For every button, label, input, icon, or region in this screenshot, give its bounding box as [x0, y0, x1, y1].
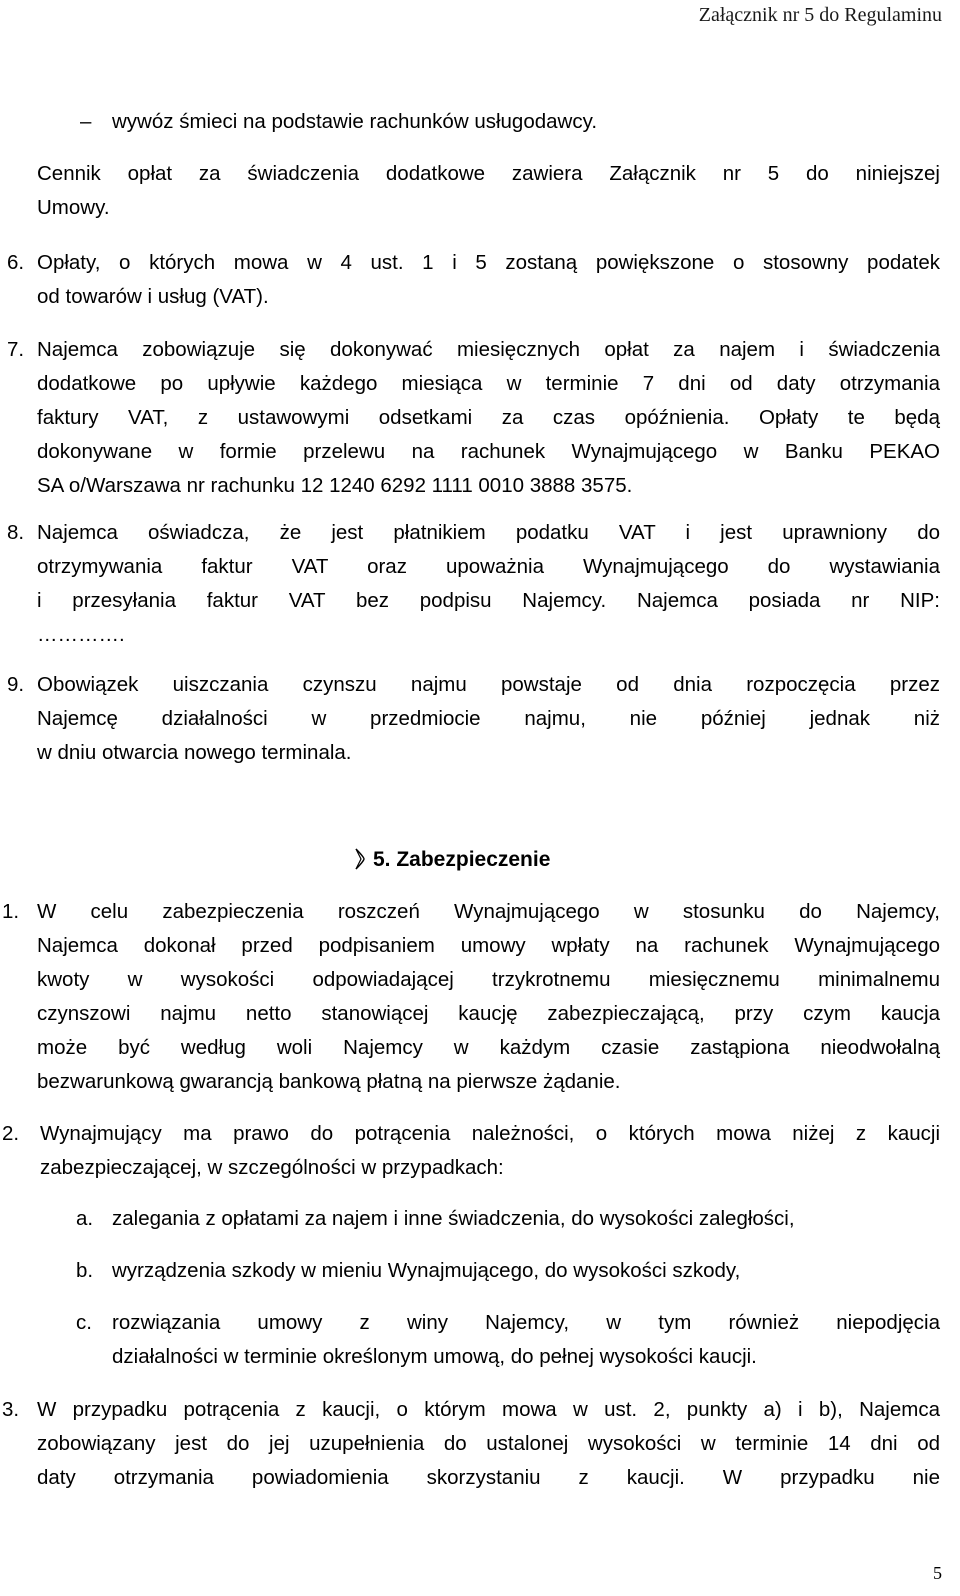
section-title — [355, 843, 550, 877]
paragraph-line: faktury VAT, z ustawowymi odsetkami za czas opóźnienia. Opłaty te będą — [37, 406, 940, 429]
cennik-paragraph — [37, 157, 940, 225]
paragraph-line: daty otrzymania powiadomienia skorzystaniu z kaucji. W przypadku nie — [37, 1466, 940, 1489]
paragraph-line: rozwiązania umowy z winy Najemcy, w tym również niepodjęcia — [112, 1311, 940, 1334]
paragraph-line: Najemca zobowiązuje się dokonywać miesięcznych opłat za najem i świadczenia — [37, 338, 940, 361]
point-number: 8. — [7, 521, 25, 544]
list-marker: b. — [76, 1259, 94, 1282]
paragraph-line: Cennik opłat za świadczenia dodatkowe zawiera Załącznik nr 5 do niniejszej — [37, 162, 940, 185]
s5-point-2-text — [40, 1117, 940, 1185]
s5-point-3-text — [37, 1393, 940, 1495]
point-number: 2. — [2, 1122, 20, 1145]
paragraph-line: Umowy. — [37, 196, 110, 219]
paragraph-line: w dniu otwarcia nowego terminala. — [37, 741, 352, 764]
paragraph-line: Opłaty, o których mowa w 4 ust. 1 i 5 zostaną powiększone o stosowny podatek — [37, 251, 940, 274]
point-number: 9. — [7, 673, 25, 696]
paragraph-line: Najemca oświadcza, że jest płatnikiem podatku VAT i jest uprawniony do — [37, 521, 940, 544]
paragraph-line: zobowiązany jest do jej uzupełnienia do ustalonej wysokości w terminie 14 dni od — [37, 1432, 940, 1455]
point-6-text — [37, 246, 940, 314]
point-number: 3. — [2, 1398, 20, 1421]
section-pointer-icon — [355, 848, 365, 870]
paragraph-line: Obowiązek uiszczania czynszu najmu powstaje od dnia rozpoczęcia przez — [37, 673, 940, 696]
page-header: Załącznik nr 5 do Regulaminu — [698, 4, 942, 26]
paragraph-line: Najemcę działalności w przedmiocie najmu, nie później jednak niż — [37, 707, 940, 730]
paragraph-line: W przypadku potrącenia z kaucji, o którym mowa w ust. 2, punkty a) i b), Najemca — [37, 1398, 940, 1421]
paragraph-line: i przesyłania faktur VAT bez podpisu Najemcy. Najemca posiada nr NIP: — [37, 589, 940, 612]
paragraph-line: może być według woli Najemcy w każdym czasie zastąpiona nieodwołalną — [37, 1036, 940, 1059]
point-9-text — [37, 668, 940, 770]
point-number: 6. — [7, 251, 25, 274]
list-marker: c. — [76, 1311, 92, 1334]
paragraph-line: od towarów i usług (VAT). — [37, 285, 269, 308]
paragraph-line: Wynajmujący ma prawo do potrącenia należności, o których mowa niżej z kaucji — [40, 1122, 940, 1145]
paragraph-line: zabezpieczającej, w szczególności w przypadkach: — [40, 1156, 504, 1179]
page-number: 5 — [933, 1563, 942, 1583]
paragraph-line: kwoty w wysokości odpowiadającej trzykrotnemu miesięcznemu minimalnemu — [37, 968, 940, 991]
point-number: 1. — [2, 900, 20, 923]
list-marker: a. — [76, 1207, 94, 1230]
section-title-text: 5. Zabezpieczenie — [373, 848, 551, 871]
paragraph-line: dokonywane w formie przelewu na rachunek Wynajmującego w Banku PEKAO — [37, 440, 940, 463]
paragraph-line: bezwarunkową gwarancją bankową płatną na pierwsze żądanie. — [37, 1070, 621, 1093]
sub-item-b: wyrządzenia szkody w mieniu Wynajmującego, do wysokości szkody, — [112, 1259, 741, 1282]
paragraph-line: otrzymywania faktur VAT oraz upoważnia Wynajmującego do wystawiania — [37, 555, 940, 578]
nip-placeholder: …………. — [37, 623, 125, 646]
paragraph-line: działalności w terminie określonym umową, do pełnej wysokości kaucji. — [112, 1345, 757, 1368]
paragraph-line: dodatkowe po upływie każdego miesiąca w terminie 7 dni od daty otrzymania — [37, 372, 940, 395]
point-7-text — [37, 333, 940, 503]
point-number: 7. — [7, 338, 25, 361]
point-8-text — [37, 516, 940, 652]
sub-item-c — [112, 1306, 940, 1374]
paragraph-line: czynszowi najmu netto stanowiącej kaucję zabezpieczającą, przy czym kaucja — [37, 1002, 940, 1025]
dash-marker: – — [80, 110, 92, 133]
bullet-text: wywóz śmieci na podstawie rachunków usługodawcy. — [112, 110, 598, 133]
paragraph-line: SA o/Warszawa nr rachunku 12 1240 6292 1111 0010 3888 3575. — [37, 474, 633, 497]
sub-item-a: zalegania z opłatami za najem i inne świadczenia, do wysokości zaległości, — [112, 1207, 795, 1230]
s5-point-1-text — [37, 895, 940, 1099]
paragraph-line: Najemca dokonał przed podpisaniem umowy wpłaty na rachunek Wynajmującego — [37, 934, 940, 957]
paragraph-line: W celu zabezpieczenia roszczeń Wynajmującego w stosunku do Najemcy, — [37, 900, 940, 923]
